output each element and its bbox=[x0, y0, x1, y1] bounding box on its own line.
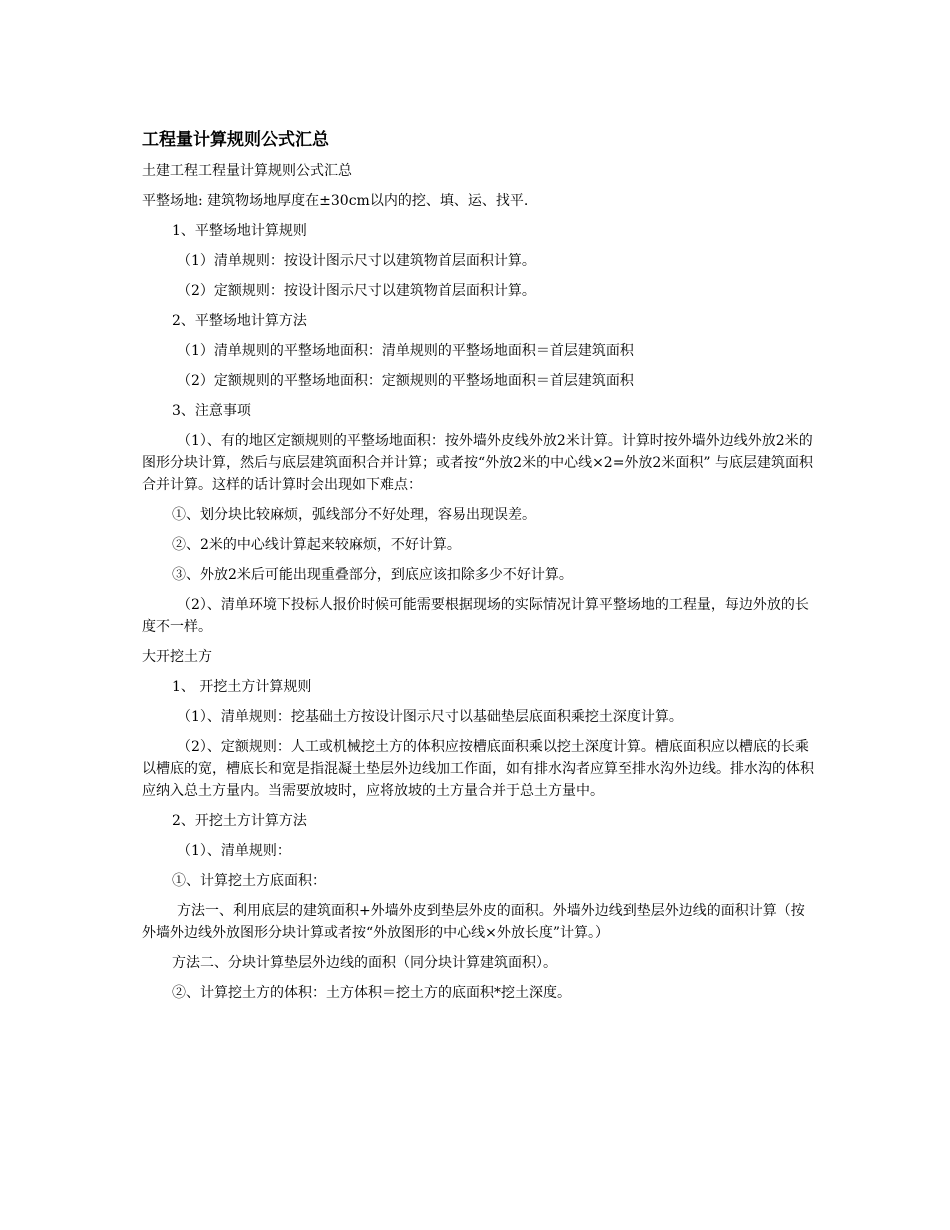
list-item: （2）定额规则：按设计图示尺寸以建筑物首层面积计算。 bbox=[177, 283, 536, 299]
body-paragraph: 方法二、分块计算垫层外边线的面积（同分块计算建筑面积）。 bbox=[172, 955, 557, 971]
list-item: （1）清单规则的平整场地面积：清单规则的平整场地面积＝首层建筑面积 bbox=[177, 343, 634, 359]
list-item: （2）定额规则的平整场地面积：定额规则的平整场地面积＝首层建筑面积 bbox=[177, 373, 634, 389]
section-title: 大开挖土方 bbox=[142, 649, 212, 665]
document-title: 工程量计算规则公式汇总 bbox=[142, 130, 329, 150]
section-heading: 1、平整场地计算规则 bbox=[172, 223, 307, 239]
list-item: ②、2米的中心线计算起来较麻烦，不好计算。 bbox=[172, 537, 461, 553]
body-paragraph: （2）、清单环境下投标人报价时候可能需要根据现场的实际情况计算平整场地的工程量，每边外放的长度不一样。 bbox=[142, 597, 809, 635]
subtitle: 土建工程工程量计算规则公式汇总 bbox=[142, 163, 352, 179]
list-item: ③、外放2米后可能出现重叠部分，到底应该扣除多少不好计算。 bbox=[172, 567, 573, 583]
document-page bbox=[142, 128, 814, 1004]
list-item: ②、计算挖土方的体积：土方体积＝挖土方的底面积*挖土深度。 bbox=[172, 985, 571, 1001]
body-paragraph: 方法一、利用底层的建筑面积+外墙外皮到垫层外皮的面积。外墙外边线到垫层外边线的面积计算（按外墙外边线外放图形分块计算或者按“外放图形的中心线×外放长度”计算。） bbox=[142, 903, 805, 941]
body-paragraph: （1）、有的地区定额规则的平整场地面积：按外墙外皮线外放2米计算。计算时按外墙外边线外放2米的图形分块计算，然后与底层建筑面积合并计算；或者按“外放2米的中心线×2=外放2米面积” 与底层建筑面积合并计算。这样的话计算时会出现如下难点： bbox=[142, 433, 813, 493]
section-heading: 1、 开挖土方计算规则 bbox=[172, 679, 312, 695]
list-item: ①、划分块比较麻烦，弧线部分不好处理，容易出现误差。 bbox=[172, 507, 536, 523]
list-item: ①、计算挖土方底面积： bbox=[172, 873, 326, 889]
list-item: （1）、清单规则： bbox=[177, 843, 291, 859]
list-item: （1）清单规则：按设计图示尺寸以建筑物首层面积计算。 bbox=[177, 253, 536, 269]
section-heading: 2、平整场地计算方法 bbox=[172, 313, 307, 329]
definition-paragraph: 平整场地: 建筑物场地厚度在±30cm以内的挖、填、运、找平. bbox=[142, 193, 529, 209]
section-heading: 2、开挖土方计算方法 bbox=[172, 813, 307, 829]
list-item: （1）、清单规则：挖基础土方按设计图示尺寸以基础垫层底面积乘挖土深度计算。 bbox=[177, 709, 683, 725]
body-paragraph: （2）、定额规则：人工或机械挖土方的体积应按槽底面积乘以挖土深度计算。槽底面积应以槽底的长乘以槽底的宽，槽底长和宽是指混凝土垫层外边线加工作面，如有排水沟者应算至排水沟外边线。排水沟的体积应纳入总土方量内。当需要放坡时，应将放坡的土方量合并于总土方量中。 bbox=[142, 739, 814, 799]
section-heading: 3、注意事项 bbox=[172, 403, 251, 419]
